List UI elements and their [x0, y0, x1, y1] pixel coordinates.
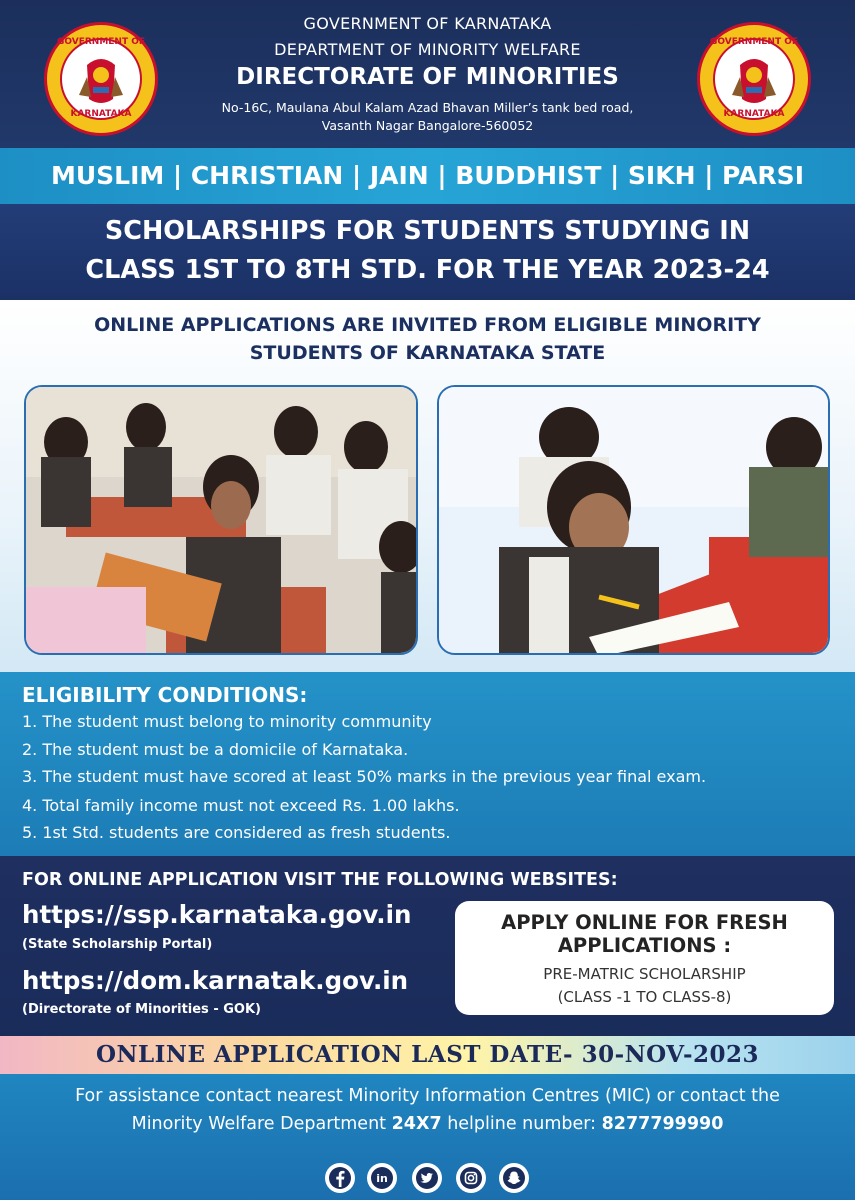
eligibility-item: 1. The student must belong to minority community — [22, 712, 432, 731]
ssp-portal-link[interactable]: https://ssp.karnataka.gov.in — [22, 900, 412, 929]
assistance-line2 — [0, 1114, 855, 1134]
apply-subtitle-line2: (CLASS -1 TO CLASS-8) — [557, 988, 732, 1006]
ssp-portal-note: (State Scholarship Portal) — [22, 937, 213, 952]
emblem-text-bottom: KARNATAKA — [723, 109, 785, 119]
apply-title-line1: APPLY ONLINE FOR FRESH — [501, 911, 788, 934]
eligibility-item: 3. The student must have scored at least 50% marks in the previous year final exam. — [22, 767, 707, 786]
eligibility-title: ELIGIBILITY CONDITIONS: — [22, 683, 308, 707]
invite-line2: STUDENTS OF KARNATAKA STATE — [249, 342, 606, 364]
students-reading-photo — [24, 385, 418, 655]
header-address-line2: Vasanth Nagar Bangalore-560052 — [321, 118, 534, 133]
assistance-prefix: Minority Welfare Department — [131, 1114, 392, 1134]
eligibility-item: 5. 1st Std. students are considered as fresh students. — [22, 823, 451, 842]
header-department: DEPARTMENT OF MINORITY WELFARE — [274, 40, 581, 59]
assistance-mid: helpline number: — [441, 1114, 602, 1134]
svg-text:in: in — [376, 1172, 388, 1185]
apply-title-line2: APPLICATIONS : — [557, 934, 732, 957]
dom-portal-note: (Directorate of Minorities - GOK) — [22, 1002, 261, 1017]
karnataka-emblem-left — [44, 22, 158, 136]
header-directorate: DIRECTORATE OF MINORITIES — [236, 64, 619, 90]
helpline-number: 8277799990 — [601, 1114, 724, 1134]
helpline-availability: 24X7 — [391, 1114, 442, 1134]
invite-line1: ONLINE APPLICATIONS ARE INVITED FROM ELIGIBLE MINORITY — [94, 314, 761, 336]
emblem-text-top: GOVERNMENT OF — [56, 37, 146, 47]
apply-online-box — [455, 901, 834, 1015]
header-government: GOVERNMENT OF KARNATAKA — [303, 14, 552, 33]
websites-title: FOR ONLINE APPLICATION VISIT THE FOLLOWING WEBSITES: — [22, 870, 618, 890]
linkedin-icon[interactable] — [367, 1163, 397, 1193]
communities-bar: MUSLIM | CHRISTIAN | JAIN | BUDDHIST | SIKH | PARSI — [0, 148, 855, 204]
scholarship-title-line2: CLASS 1ST TO 8TH STD. FOR THE YEAR 2023-24 — [85, 255, 770, 285]
header-address-line1: No-16C, Maulana Abul Kalam Azad Bhavan Miller’s tank bed road, — [221, 100, 634, 115]
eligibility-item: 2. The student must be a domicile of Karnataka. — [22, 740, 409, 759]
scholarship-title-line1: SCHOLARSHIPS FOR STUDENTS STUDYING IN — [104, 216, 751, 246]
twitter-icon[interactable] — [412, 1163, 442, 1193]
last-date-banner: ONLINE APPLICATION LAST DATE- 30-NOV-2023 — [0, 1036, 855, 1074]
dom-portal-link[interactable]: https://dom.karnatak.gov.in — [22, 966, 409, 995]
instagram-icon[interactable] — [456, 1163, 486, 1193]
apply-subtitle-line1: PRE-MATRIC SCHOLARSHIP — [543, 965, 746, 983]
snapchat-icon[interactable] — [499, 1163, 529, 1193]
emblem-text-bottom: KARNATAKA — [70, 109, 132, 119]
assistance-line1: For assistance contact nearest Minority Information Centres (MIC) or contact the — [75, 1086, 780, 1106]
eligibility-item: 4. Total family income must not exceed Rs. 1.00 lakhs. — [22, 796, 460, 815]
facebook-icon[interactable] — [325, 1163, 355, 1193]
karnataka-emblem-right — [697, 22, 811, 136]
emblem-text-top: GOVERNMENT OF — [709, 37, 799, 47]
student-writing-photo — [437, 385, 830, 655]
